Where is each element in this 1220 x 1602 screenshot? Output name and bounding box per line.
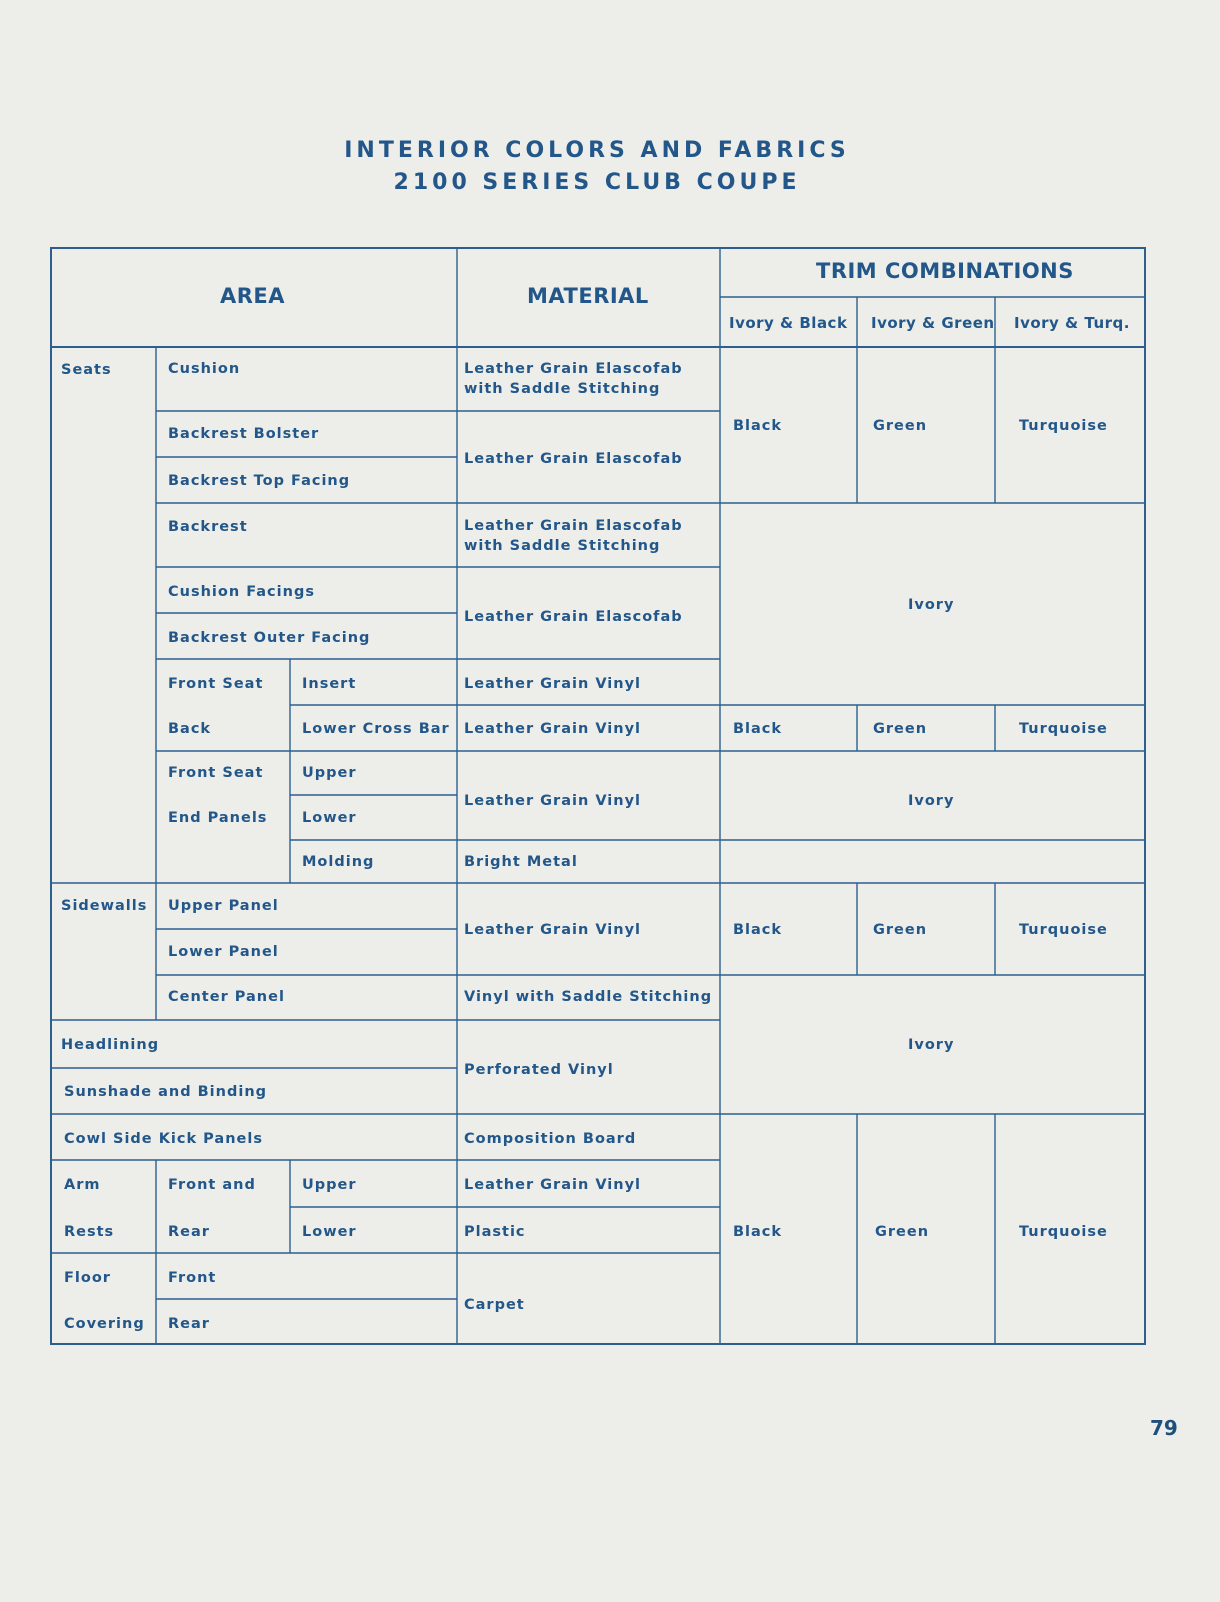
combo-ivory-turq: Ivory & Turq. <box>1014 314 1130 332</box>
material-carpet: Carpet <box>464 1297 525 1313</box>
material-cowl: Composition Board <box>464 1131 637 1147</box>
trim-r3-green: Green <box>873 721 928 737</box>
area-arm: Arm <box>64 1177 101 1193</box>
area-backrest: Backrest <box>168 519 248 535</box>
material-backrest-line2: with Saddle Stitching <box>464 538 661 554</box>
area-headlining: Headlining <box>61 1037 160 1053</box>
material-facings: Leather Grain Elascofab <box>464 609 683 625</box>
area-front-seat-back-line2: Back <box>168 721 212 737</box>
material-molding: Bright Metal <box>464 854 578 870</box>
area-molding: Molding <box>302 854 375 870</box>
material-arm-upper: Leather Grain Vinyl <box>464 1177 642 1193</box>
material-end-panels: Leather Grain Vinyl <box>464 793 642 809</box>
area-rear: Rear <box>168 1224 210 1240</box>
area-cowl: Cowl Side Kick Panels <box>64 1131 263 1147</box>
area-arm-lower: Lower <box>302 1224 357 1240</box>
page-number: 79 <box>1150 1416 1178 1440</box>
trim-r5-black: Black <box>733 922 783 938</box>
trim-r1-black: Black <box>733 418 783 434</box>
trim-r5-green: Green <box>873 922 928 938</box>
area-upper-panel: Upper Panel <box>168 898 279 914</box>
area-arm-upper: Upper <box>302 1177 357 1193</box>
material-backrest-line1: Leather Grain Elascofab <box>464 518 683 534</box>
material-headlining: Perforated Vinyl <box>464 1062 614 1078</box>
page-subtitle: 2100 SERIES CLUB COUPE <box>393 170 801 195</box>
combo-ivory-black: Ivory & Black <box>729 314 848 332</box>
area-header: AREA <box>220 284 286 308</box>
area-end-lower: Lower <box>302 810 357 826</box>
area-backrest-top-facing: Backrest Top Facing <box>168 473 351 489</box>
trim-r2-ivory: Ivory <box>908 597 955 613</box>
trim-r3-black: Black <box>733 721 783 737</box>
area-cushion-facings: Cushion Facings <box>168 584 315 600</box>
material-arm-lower: Plastic <box>464 1224 526 1240</box>
material-cushion-line1: Leather Grain Elascofab <box>464 361 683 377</box>
combo-ivory-green: Ivory & Green <box>871 314 995 332</box>
area-lower-cross-bar: Lower Cross Bar <box>302 721 450 737</box>
trim-r3-turquoise: Turquoise <box>1019 721 1108 737</box>
trim-r5-turquoise: Turquoise <box>1019 922 1108 938</box>
material-center-panel: Vinyl with Saddle Stitching <box>464 989 713 1005</box>
area-floor-front: Front <box>168 1270 217 1286</box>
trim-r1-turquoise: Turquoise <box>1019 418 1108 434</box>
area-floor-rear: Rear <box>168 1316 210 1332</box>
trim-r6-ivory: Ivory <box>908 1037 955 1053</box>
area-front-seat-end-line1: Front Seat <box>168 765 264 781</box>
area-seats: Seats <box>61 362 112 378</box>
area-backrest-outer-facing: Backrest Outer Facing <box>168 630 371 646</box>
trim-r7-black: Black <box>733 1224 783 1240</box>
area-front-and: Front and <box>168 1177 256 1193</box>
trim-r1-green: Green <box>873 418 928 434</box>
area-center-panel: Center Panel <box>168 989 285 1005</box>
material-insert: Leather Grain Vinyl <box>464 676 642 692</box>
material-cross-bar: Leather Grain Vinyl <box>464 721 642 737</box>
area-covering: Covering <box>64 1316 145 1332</box>
area-end-upper: Upper <box>302 765 357 781</box>
trim-r7-green: Green <box>875 1224 930 1240</box>
area-backrest-bolster: Backrest Bolster <box>168 426 320 442</box>
material-cushion-line2: with Saddle Stitching <box>464 381 661 397</box>
material-backrest-bolster: Leather Grain Elascofab <box>464 451 683 467</box>
trim-r4-ivory: Ivory <box>908 793 955 809</box>
material-header: MATERIAL <box>527 284 649 308</box>
area-sunshade: Sunshade and Binding <box>64 1084 268 1100</box>
area-lower-panel: Lower Panel <box>168 944 279 960</box>
area-sidewalls: Sidewalls <box>61 898 148 914</box>
area-cushion: Cushion <box>168 361 241 377</box>
area-front-seat-back-line1: Front Seat <box>168 676 264 692</box>
trim-r7-turquoise: Turquoise <box>1019 1224 1108 1240</box>
trim-combinations-header: TRIM COMBINATIONS <box>816 259 1074 283</box>
area-front-seat-end-line2: End Panels <box>168 810 268 826</box>
area-insert: Insert <box>302 676 357 692</box>
page-title: INTERIOR COLORS AND FABRICS <box>344 138 850 163</box>
area-floor: Floor <box>64 1270 111 1286</box>
material-sidewalls: Leather Grain Vinyl <box>464 922 642 938</box>
area-rests: Rests <box>64 1224 115 1240</box>
